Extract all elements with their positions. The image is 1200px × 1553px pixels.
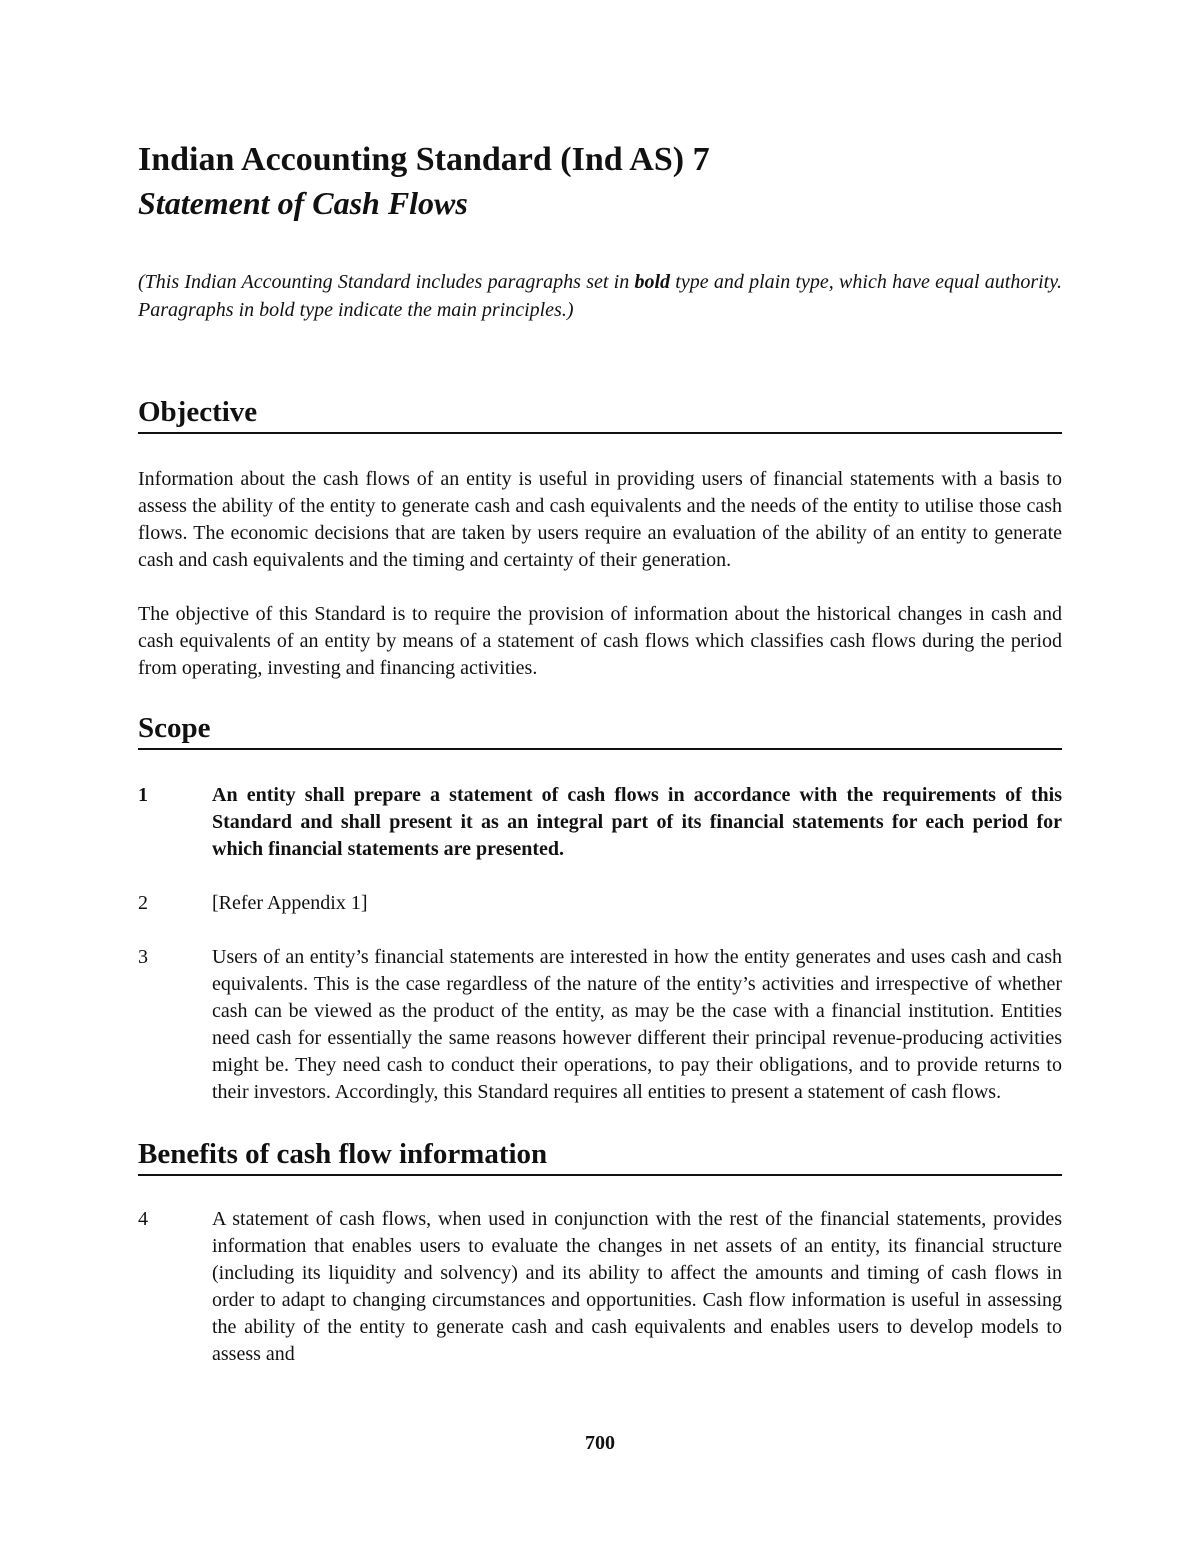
intro-note-text-end: type and plain type, which have equal authority. Paragraphs in bold type indicate the main principles.) <box>138 271 1063 321</box>
scope-paragraph-1 <box>138 782 1062 863</box>
document-title: Indian Accounting Standard (Ind AS) 7 <box>138 141 710 178</box>
document-subtitle: Statement of Cash Flows <box>138 185 468 221</box>
intro-note-text-start: (This Indian Accounting Standard includes paragraphs set in <box>138 271 635 293</box>
objective-paragraph-2: The objective of this Standard is to require the provision of information about the historical changes in cash and cash equivalents of an entity by means of a statement of cash flows which classifies cash flows during the period from operating, investing and financing activities. <box>138 603 1062 679</box>
page-content <box>138 138 1062 1368</box>
objective-heading: Objective <box>138 394 1062 434</box>
intro-note <box>138 268 1062 324</box>
scope-paragraph-2 <box>138 890 1062 917</box>
paragraph-text: Users of an entity’s financial statements are interested in how the entity generates and uses cash and cash equivalents. This is the case regardless of the nature of the entity’s activities and irrespective of whether cash can be viewed as the product of the entity, as may be the case with a financial institution. Entities need cash for essentially the same reasons however different their principal revenue-producing activities might be. They need cash to conduct their operations, to pay their obligations, and to provide returns to their investors. Accordingly, this Standard requires all entities to present a statement of cash flows. <box>212 946 1062 1103</box>
scope-paragraph-3 <box>138 944 1062 1106</box>
paragraph-number: 4 <box>138 1208 148 1230</box>
page-number: 700 <box>585 1432 615 1454</box>
intro-note-bold-word: bold <box>634 271 671 293</box>
paragraph-text: A statement of cash flows, when used in conjunction with the rest of the financial statements, provides information that enables users to evaluate the changes in net assets of an entity, its financial structure (including its liquidity and solvency) and its ability to affect the amounts and timing of cash flows in order to adapt to changing circumstances and opportunities. Cash flow information is useful in assessing the ability of the entity to generate cash and cash equivalents and enables users to develop models to assess and <box>212 1208 1062 1365</box>
benefits-paragraph-4 <box>138 1206 1062 1368</box>
scope-heading: Scope <box>138 710 1062 750</box>
objective-paragraph-1: Information about the cash flows of an entity is useful in providing users of financial statements with a basis to assess the ability of the entity to generate cash and cash equivalents and the needs of the entity to utilise those cash flows. The economic decisions that are taken by users require an evaluation of the ability of an entity to generate cash and cash equivalents and the timing and certainty of their generation. <box>138 468 1062 571</box>
paragraph-text: [Refer Appendix 1] <box>212 892 368 914</box>
paragraph-text: An entity shall prepare a statement of cash flows in accordance with the requirements of this Standard and shall present it as an integral part of its financial statements for each period for which financial statements are presented. <box>212 784 1062 860</box>
paragraph-number: 1 <box>138 784 148 806</box>
benefits-heading: Benefits of cash flow information <box>138 1136 1062 1176</box>
paragraph-number: 3 <box>138 946 148 968</box>
paragraph-number: 2 <box>138 892 148 914</box>
